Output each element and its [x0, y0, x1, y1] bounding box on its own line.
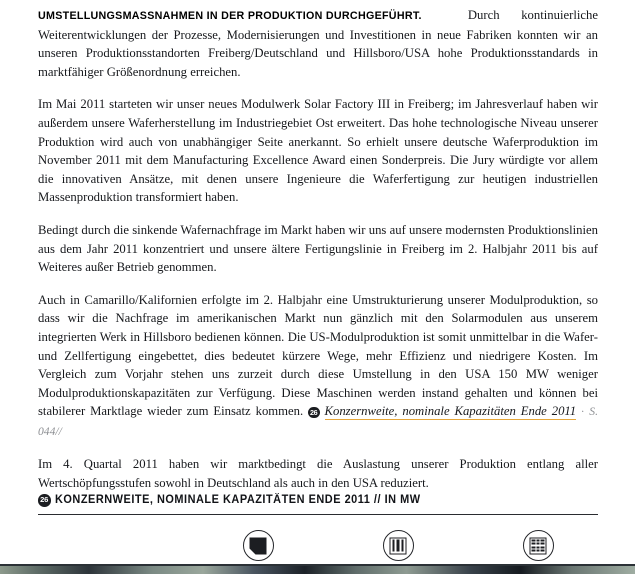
modul-cell: [536, 546, 539, 548]
figure-divider: [38, 514, 598, 515]
cross-reference-marker-icon: 26: [308, 407, 320, 419]
cross-reference-spacer: [320, 404, 325, 418]
paragraph-5: Im 4. Quartal 2011 haben wir marktbedingt die Auslastung unserer Produktion entlang aller Wertschöpfungsstufen sowohl in Deutschland als auch in den USA reduziert.: [38, 457, 598, 491]
paragraph-3: Bedingt durch die sinkende Wafernachfrage im Markt haben wir uns auf unsere modernsten Produktionslinien aus dem Jahr 2011 konzentriert und unsere ältere Fertigungslinie in Freiberg im 2. Halbjahr 2011 bis auf Weiteres außer Betrieb genommen.: [38, 222, 598, 275]
busbar: [393, 539, 395, 552]
desktop-edge-strip: [0, 564, 635, 574]
wafer-icon: [243, 530, 274, 561]
paragraph-1: [38, 6, 598, 81]
figure-title-row: [38, 494, 598, 507]
paragraph-1-text: Durch kontinuierliche Weiterentwicklungen der Prozesse, Modernisierungen und Investitionen in neue Fabriken konnten wir an unseren Produktionsstandorten Freiberg/Deutschland und Hillsboro/USA hohe Produktionsstandards in marktfähiger Größenordnung erreichen.: [38, 8, 598, 79]
modul-icon: [523, 530, 554, 561]
zelle-icon: [383, 530, 414, 561]
modul-cell: [532, 549, 535, 551]
modul-glyph: [530, 537, 547, 554]
modul-cell: [532, 543, 535, 545]
cross-reference-link[interactable]: Konzernweite, nominale Kapazitäten Ende 2011: [324, 404, 577, 419]
paragraph-4-text: Auch in Camarillo/Kalifornien erfolgte im 2. Halbjahr eine Umstrukturierung unserer Modulproduktion, so dass wir die Nachfrage im amerikanischen Markt nun gänzlich mit den Solarmodulen aus unserem integrierten Werk in Hillsboro bedienen können. Die US-Modulproduktion ist somit unmittelbar in die Wafer- und Zellfertigung eingebettet, dies bedeutet kürzere Wege, mehr Effizienz und niedrigere Kosten. Im Vergleich zum Vorjahr stehen uns zurzeit durch diese Umstellung in den USA 150 MW weniger Modulproduktionskapazitäten zur Verfügung. Diese Maschinen werden instand gehalten und können bei stabilerer Marktlage wieder zum Einsatz kommen.: [38, 292, 598, 419]
figure-marker-icon: 26: [38, 494, 51, 507]
modul-cell: [536, 549, 539, 551]
modul-cell: [532, 546, 535, 548]
modul-cell: [541, 549, 544, 551]
figure-caption-block: [38, 494, 598, 515]
run-in-heading: UMSTELLUNGSMASSNAHMEN IN DER PRODUKTION DURCHGEFÜHRT.: [38, 10, 422, 22]
paragraph-2: Im Mai 2011 starteten wir unser neues Modulwerk Solar Factory III in Freiberg; im Jahresverlauf haben wir außerdem unsere Waferherstellung im Industriegebiet Ost erweitert. Das hohe technologische Niveau unserer Produktion wird auch von unabhängiger Seite anerkannt. So erhielt unsere deutsche Waferproduktion im November 2011 mit dem Manufacturing Excellence Award einen Sonderpreis. Die Jury würdigte vor allem die innovativen Ansätze, mit denen unsere Ingenieure die Waferfertigung zur heutigen industriellen Massenproduktion transformiert haben.: [38, 97, 598, 205]
busbar: [401, 539, 403, 552]
cross-reference-separator: ·: [576, 405, 590, 419]
modul-cell: [536, 539, 539, 541]
modul-cell: [541, 546, 544, 548]
modul-shape-icon: [530, 537, 547, 554]
busbar: [397, 539, 399, 552]
cross-reference-page: S. 044//: [38, 405, 598, 438]
modul-cell: [541, 539, 544, 541]
wafer-shape-icon: [250, 537, 267, 554]
article-body: [38, 6, 598, 493]
zelle-shape-icon: [390, 537, 407, 554]
wafer-glyph: [250, 537, 267, 554]
modul-cell: [541, 543, 544, 545]
zelle-glyph: [390, 537, 407, 554]
paragraph-4: [38, 291, 598, 442]
modul-cell: [536, 543, 539, 545]
modul-cell: [532, 539, 535, 541]
figure-title: KONZERNWEITE, NOMINALE KAPAZITÄTEN ENDE 2011 // IN MW: [54, 494, 421, 507]
